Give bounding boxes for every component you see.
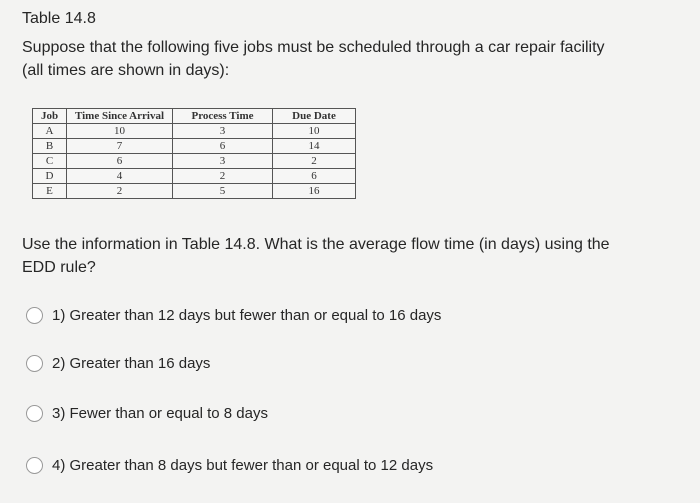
table-cell: D [33, 169, 67, 184]
table-row [33, 139, 356, 154]
table-cell: 10 [67, 124, 173, 139]
table-cell: E [33, 184, 67, 199]
header-due-date: Due Date [273, 109, 356, 124]
radio-button[interactable] [26, 307, 43, 324]
table-cell: 7 [67, 139, 173, 154]
table-cell: 10 [273, 124, 356, 139]
option-3[interactable] [26, 405, 268, 422]
table-header [33, 109, 356, 124]
jobs-table [32, 108, 356, 199]
table-cell: 4 [67, 169, 173, 184]
option-label: 4) Greater than 8 days but fewer than or equal to 12 days [52, 457, 434, 474]
table-cell: 2 [273, 154, 356, 169]
table-cell: 3 [173, 154, 273, 169]
radio-button[interactable] [26, 355, 43, 372]
table-title: Table 14.8 [22, 10, 96, 27]
option-label: 2) Greater than 16 days [52, 355, 211, 372]
intro-text-2: (all times are shown in days): [22, 62, 230, 79]
option-label: 1) Greater than 12 days but fewer than or equal to 16 days [52, 307, 442, 324]
question-text: Use the information in Table 14.8. What is the average flow time (in days) using the [22, 236, 610, 253]
table-cell: C [33, 154, 67, 169]
table-cell: 2 [67, 184, 173, 199]
table-row [33, 124, 356, 139]
table-cell: 6 [173, 139, 273, 154]
header-process-time: Process Time [173, 109, 273, 124]
table-row [33, 169, 356, 184]
table-cell: 14 [273, 139, 356, 154]
option-2[interactable] [26, 355, 210, 372]
option-label: 3) Fewer than or equal to 8 days [52, 405, 268, 422]
radio-button[interactable] [26, 405, 43, 422]
header-time-since-arrival: Time Since Arrival [67, 109, 173, 124]
table-cell: 2 [173, 169, 273, 184]
table-cell: 6 [273, 169, 356, 184]
option-4[interactable] [26, 457, 433, 474]
table-cell: B [33, 139, 67, 154]
table-cell: 6 [67, 154, 173, 169]
table-row [33, 154, 356, 169]
question-text-2: EDD rule? [22, 259, 96, 276]
radio-button[interactable] [26, 457, 43, 474]
table-cell: 16 [273, 184, 356, 199]
table-cell: 3 [173, 124, 273, 139]
header-job: Job [33, 109, 67, 124]
table-row [33, 184, 356, 199]
option-1[interactable] [26, 307, 441, 324]
intro-text: Suppose that the following five jobs must be scheduled through a car repair facility [22, 39, 605, 56]
table-cell: A [33, 124, 67, 139]
table-cell: 5 [173, 184, 273, 199]
